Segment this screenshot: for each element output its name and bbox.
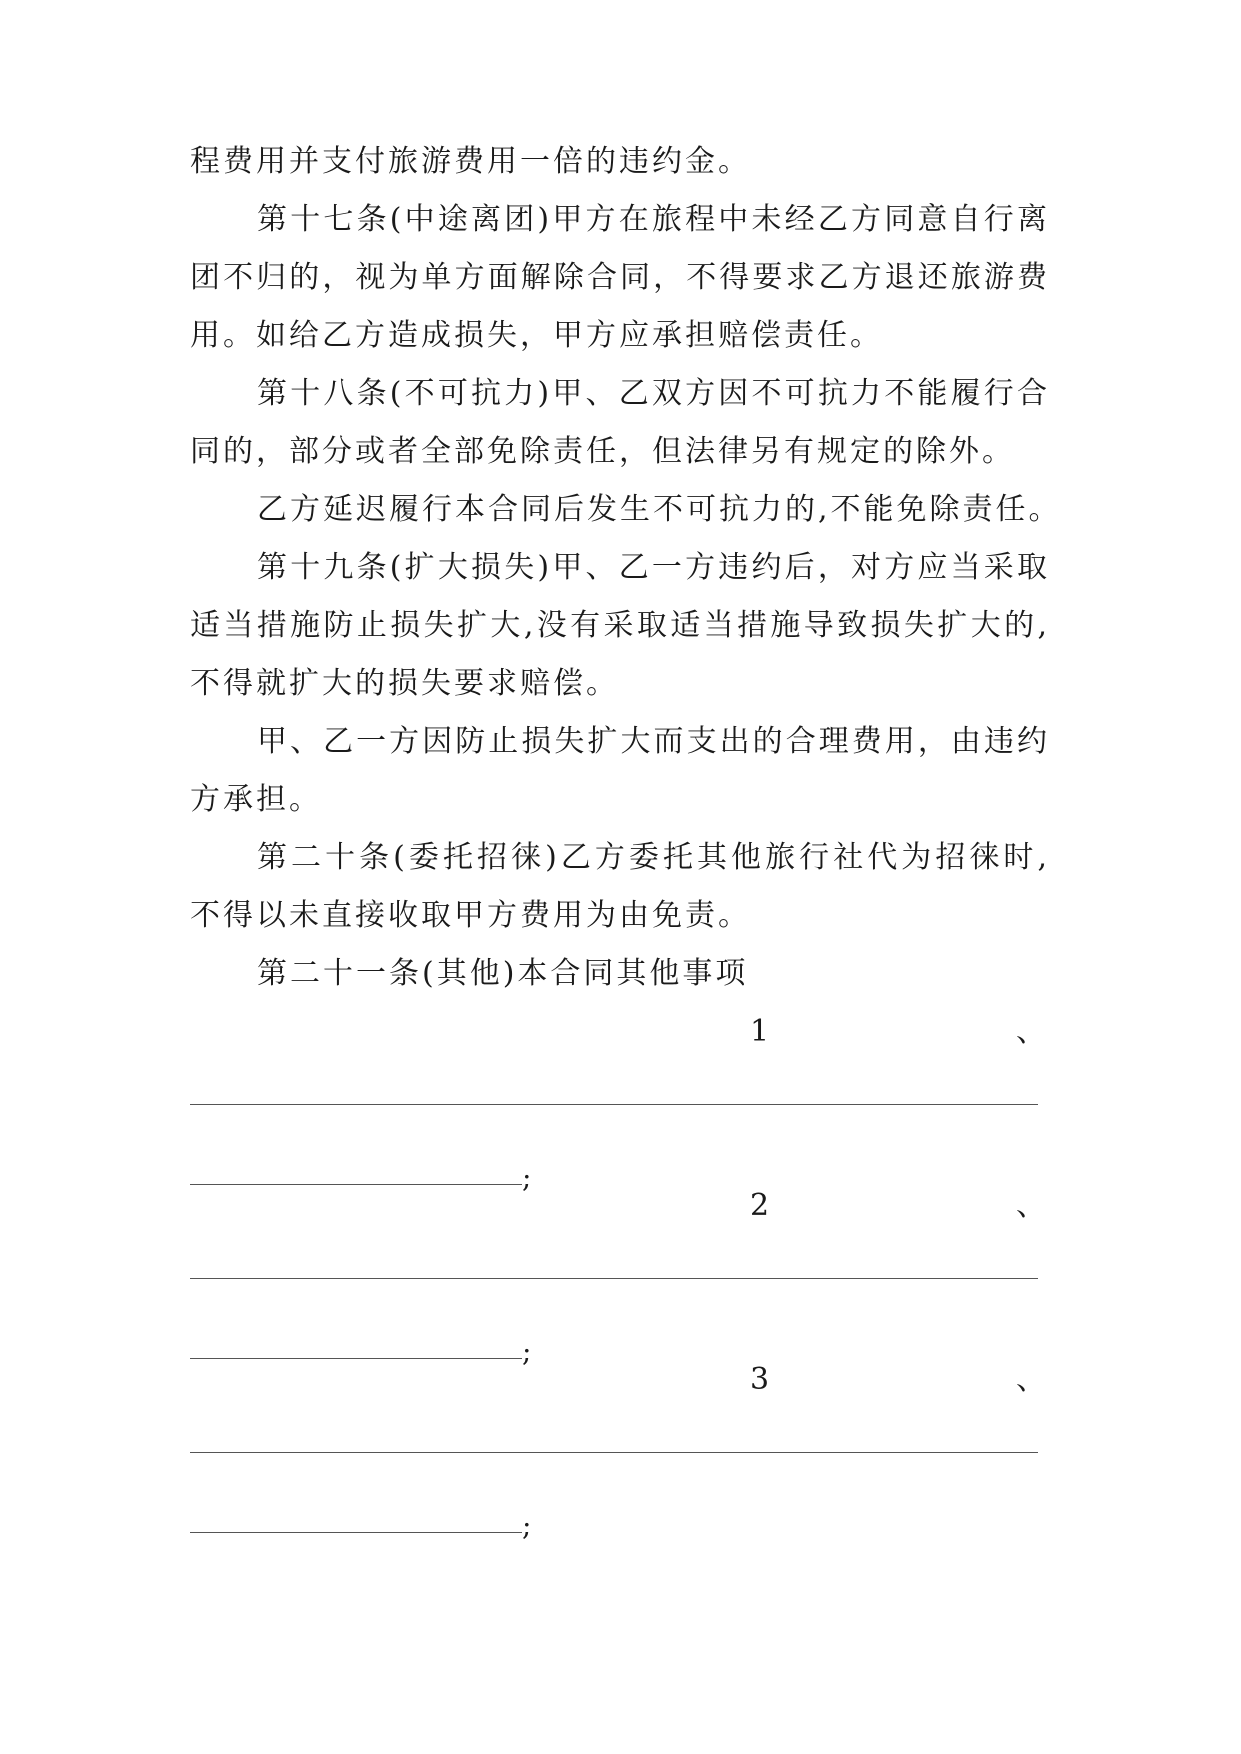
fill-in-line — [190, 1452, 1038, 1453]
paragraph-17-line-1: 第十七条(中途离团)甲方在旅程中未经乙方同意自行离 — [257, 202, 1050, 237]
paragraph-18-line-1: 第十八条(不可抗力)甲、乙双方因不可抗力不能履行合 — [257, 376, 1050, 411]
fill-in-line — [190, 1278, 1038, 1279]
paragraph-19-line-3: 不得就扩大的损失要求赔偿。 — [190, 666, 619, 701]
paragraph-19-line-1: 第十九条(扩大损失)甲、乙一方违约后，对方应当采取 — [257, 550, 1050, 585]
item-number: 2 — [750, 1188, 770, 1223]
paragraph-19b-line-2: 方承担。 — [190, 782, 322, 817]
fill-in-line-short — [190, 1184, 522, 1185]
item-number: 3 — [750, 1362, 770, 1397]
paragraph-18-line-2: 同的，部分或者全部免除责任，但法律另有规定的除外。 — [190, 434, 1015, 469]
paragraph-21: 第二十一条(其他)本合同其他事项 — [257, 956, 749, 991]
item-separator: 、 — [1016, 1014, 1046, 1049]
paragraph-18b: 乙方延迟履行本合同后发生不可抗力的,不能免除责任。 — [257, 492, 1062, 527]
item-separator: 、 — [1016, 1188, 1046, 1223]
fill-in-line-short — [190, 1358, 522, 1359]
paragraph-19b-line-1: 甲、乙一方因防止损失扩大而支出的合理费用，由违约 — [257, 724, 1050, 759]
paragraph-16-tail: 程费用并支付旅游费用一倍的违约金。 — [190, 144, 751, 179]
paragraph-20-line-2: 不得以未直接收取甲方费用为由免责。 — [190, 898, 751, 933]
item-end-mark: ; — [522, 1509, 532, 1542]
item-separator: 、 — [1016, 1362, 1046, 1397]
fill-in-line-short — [190, 1532, 522, 1533]
item-number: 1 — [750, 1014, 770, 1049]
paragraph-20-line-1: 第二十条(委托招徕)乙方委托其他旅行社代为招徕时, — [257, 840, 1050, 875]
paragraph-17-line-2: 团不归的，视为单方面解除合同，不得要求乙方退还旅游费 — [190, 260, 1050, 295]
item-end-mark: ; — [522, 1335, 532, 1368]
paragraph-17-line-3: 用。如给乙方造成损失，甲方应承担赔偿责任。 — [190, 318, 883, 353]
fill-in-line — [190, 1104, 1038, 1105]
paragraph-19-line-2: 适当措施防止损失扩大,没有采取适当措施导致损失扩大的, — [190, 608, 1050, 643]
item-end-mark: ; — [522, 1161, 532, 1194]
